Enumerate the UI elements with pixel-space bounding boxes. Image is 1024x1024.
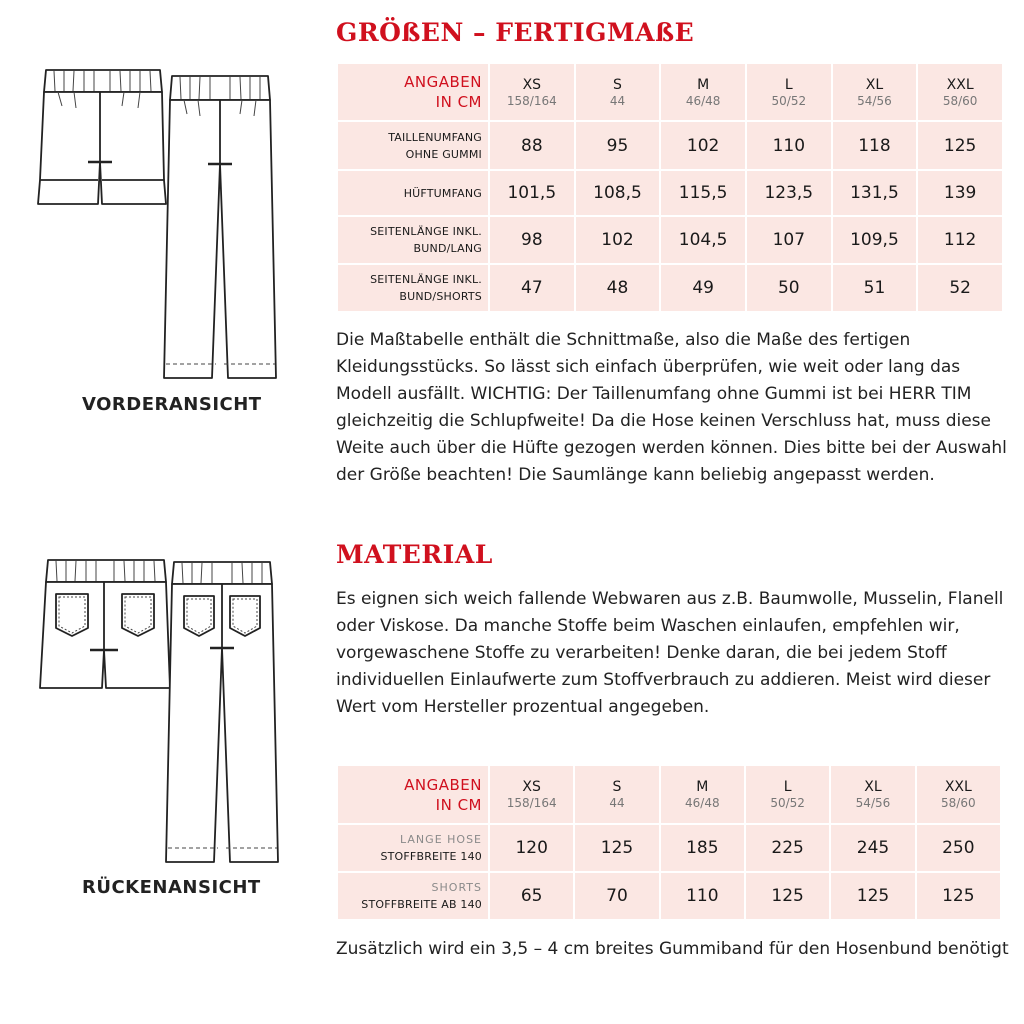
size-header-xxl: XXL 58/60: [917, 766, 1000, 823]
value-cell: 120: [490, 825, 573, 871]
value-cell: 118: [833, 122, 917, 169]
material-heading: MATERIAL: [336, 540, 493, 569]
header-line1: ANGABEN: [404, 775, 482, 794]
value-cell: 107: [747, 217, 831, 263]
value-cell: 125: [831, 873, 914, 919]
table-header-row: [338, 64, 1002, 120]
value-cell: 250: [917, 825, 1000, 871]
value-cell: 125: [575, 825, 658, 871]
table-row-side-length-shorts: [338, 265, 1002, 311]
front-view-label: VORDERANSICHT: [82, 394, 262, 415]
value-cell: 98: [490, 217, 574, 263]
row-label-side-length-shorts: SEITENLÄNGE INKL. BUND/SHORTS: [338, 265, 488, 311]
value-cell: 109,5: [833, 217, 917, 263]
value-cell: 102: [576, 217, 660, 263]
value-cell: 125: [917, 873, 1000, 919]
value-cell: 95: [576, 122, 660, 169]
value-cell: 110: [747, 122, 831, 169]
header-line2: IN CM: [435, 93, 482, 111]
sizes-description: Die Maßtabelle enthält die Schnittmaße, also die Maße des fertigen Kleidungsstücks. So lässt sich einfach überprüfen, wie weit oder lang das Modell ausfällt. WICHTIG: Der Taillenumfang ohne Gummi ist bei HERR TIM gleichzeitig die Schlupfweite! Da die Hose keinen Verschluss hat, muss diese Weite auch über die Hüfte gezogen werden können. Dies bitte bei der Auswahl der Größe beachten! Die Saumlänge kann beliebig angepasst werden.: [336, 330, 1007, 485]
value-cell: 102: [661, 122, 745, 169]
value-cell: 108,5: [576, 171, 660, 215]
table-header-row: [338, 766, 1000, 823]
header-units-cell: [338, 766, 488, 823]
table-row-side-length-long: [338, 217, 1002, 263]
row-label-side-length-long: SEITENLÄNGE INKL. BUND/LANG: [338, 217, 488, 263]
size-header-s: S 44: [575, 766, 658, 823]
table-row-waist: [338, 122, 1002, 169]
table-row-hip: [338, 171, 1002, 215]
row-label-waist: TAILLENUMFANG OHNE GUMMI: [338, 122, 488, 169]
value-cell: 112: [918, 217, 1002, 263]
size-header-xs: XS 158/164: [490, 766, 573, 823]
size-header-l: L 50/52: [747, 64, 831, 120]
size-header-l: L 50/52: [746, 766, 829, 823]
value-cell: 50: [747, 265, 831, 311]
value-cell: 225: [746, 825, 829, 871]
value-cell: 131,5: [833, 171, 917, 215]
size-header-xl: XL 54/56: [831, 766, 914, 823]
value-cell: 110: [661, 873, 744, 919]
sizes-heading: GRÖßEN – FERTIGMAßE: [336, 18, 695, 47]
header-line2: IN CM: [435, 795, 482, 814]
value-cell: 101,5: [490, 171, 574, 215]
elastic-note: Zusätzlich wird ein 3,5 – 4 cm breites Gummiband für den Hosenbund benötigt: [336, 939, 1009, 959]
value-cell: 47: [490, 265, 574, 311]
value-cell: 125: [918, 122, 1002, 169]
value-cell: 125: [746, 873, 829, 919]
value-cell: 115,5: [661, 171, 745, 215]
value-cell: 48: [576, 265, 660, 311]
size-header-xs: XS 158/164: [490, 64, 574, 120]
size-header-m: M 46/48: [661, 766, 744, 823]
pants-front-drawing: [160, 72, 280, 384]
table-row-shorts: [338, 873, 1000, 919]
size-header-m: M 46/48: [661, 64, 745, 120]
pants-back-drawing: [160, 558, 284, 868]
value-cell: 49: [661, 265, 745, 311]
value-cell: 139: [918, 171, 1002, 215]
value-cell: 52: [918, 265, 1002, 311]
material-description: Es eignen sich weich fallende Webwaren aus z.B. Baumwolle, Musselin, Flanell oder Viskose. Da manche Stoffe beim Waschen einlaufen, empfehlen wir, vorgewaschene Stoffe zu verarbeiten! Denke daran, die bei jedem Stoff individuellen Einlaufwerte zum Stoffverbrauch zu addieren. Meist wird dieser Wert vom Hersteller prozentual angegeben.: [336, 589, 1004, 717]
value-cell: 88: [490, 122, 574, 169]
row-label-long-pants: LANGE HOSE STOFFBREITE 140: [338, 825, 488, 871]
value-cell: 185: [661, 825, 744, 871]
value-cell: 245: [831, 825, 914, 871]
size-header-xxl: XXL 58/60: [918, 64, 1002, 120]
size-measurements-table: [336, 62, 1004, 313]
shorts-front-drawing: [28, 62, 176, 212]
value-cell: 70: [575, 873, 658, 919]
table-row-long-pants: [338, 825, 1000, 871]
row-label-shorts: SHORTS STOFFBREITE AB 140: [338, 873, 488, 919]
shorts-back-drawing: [32, 556, 180, 696]
value-cell: 123,5: [747, 171, 831, 215]
value-cell: 104,5: [661, 217, 745, 263]
row-label-hip: HÜFTUMFANG: [338, 171, 488, 215]
size-header-s: S 44: [576, 64, 660, 120]
back-view-label: RÜCKENANSICHT: [82, 877, 261, 898]
header-units-cell: [338, 64, 488, 120]
value-cell: 65: [490, 873, 573, 919]
fabric-consumption-table: [336, 764, 1002, 921]
value-cell: 51: [833, 265, 917, 311]
header-line1: ANGABEN: [404, 73, 482, 91]
size-header-xl: XL 54/56: [833, 64, 917, 120]
